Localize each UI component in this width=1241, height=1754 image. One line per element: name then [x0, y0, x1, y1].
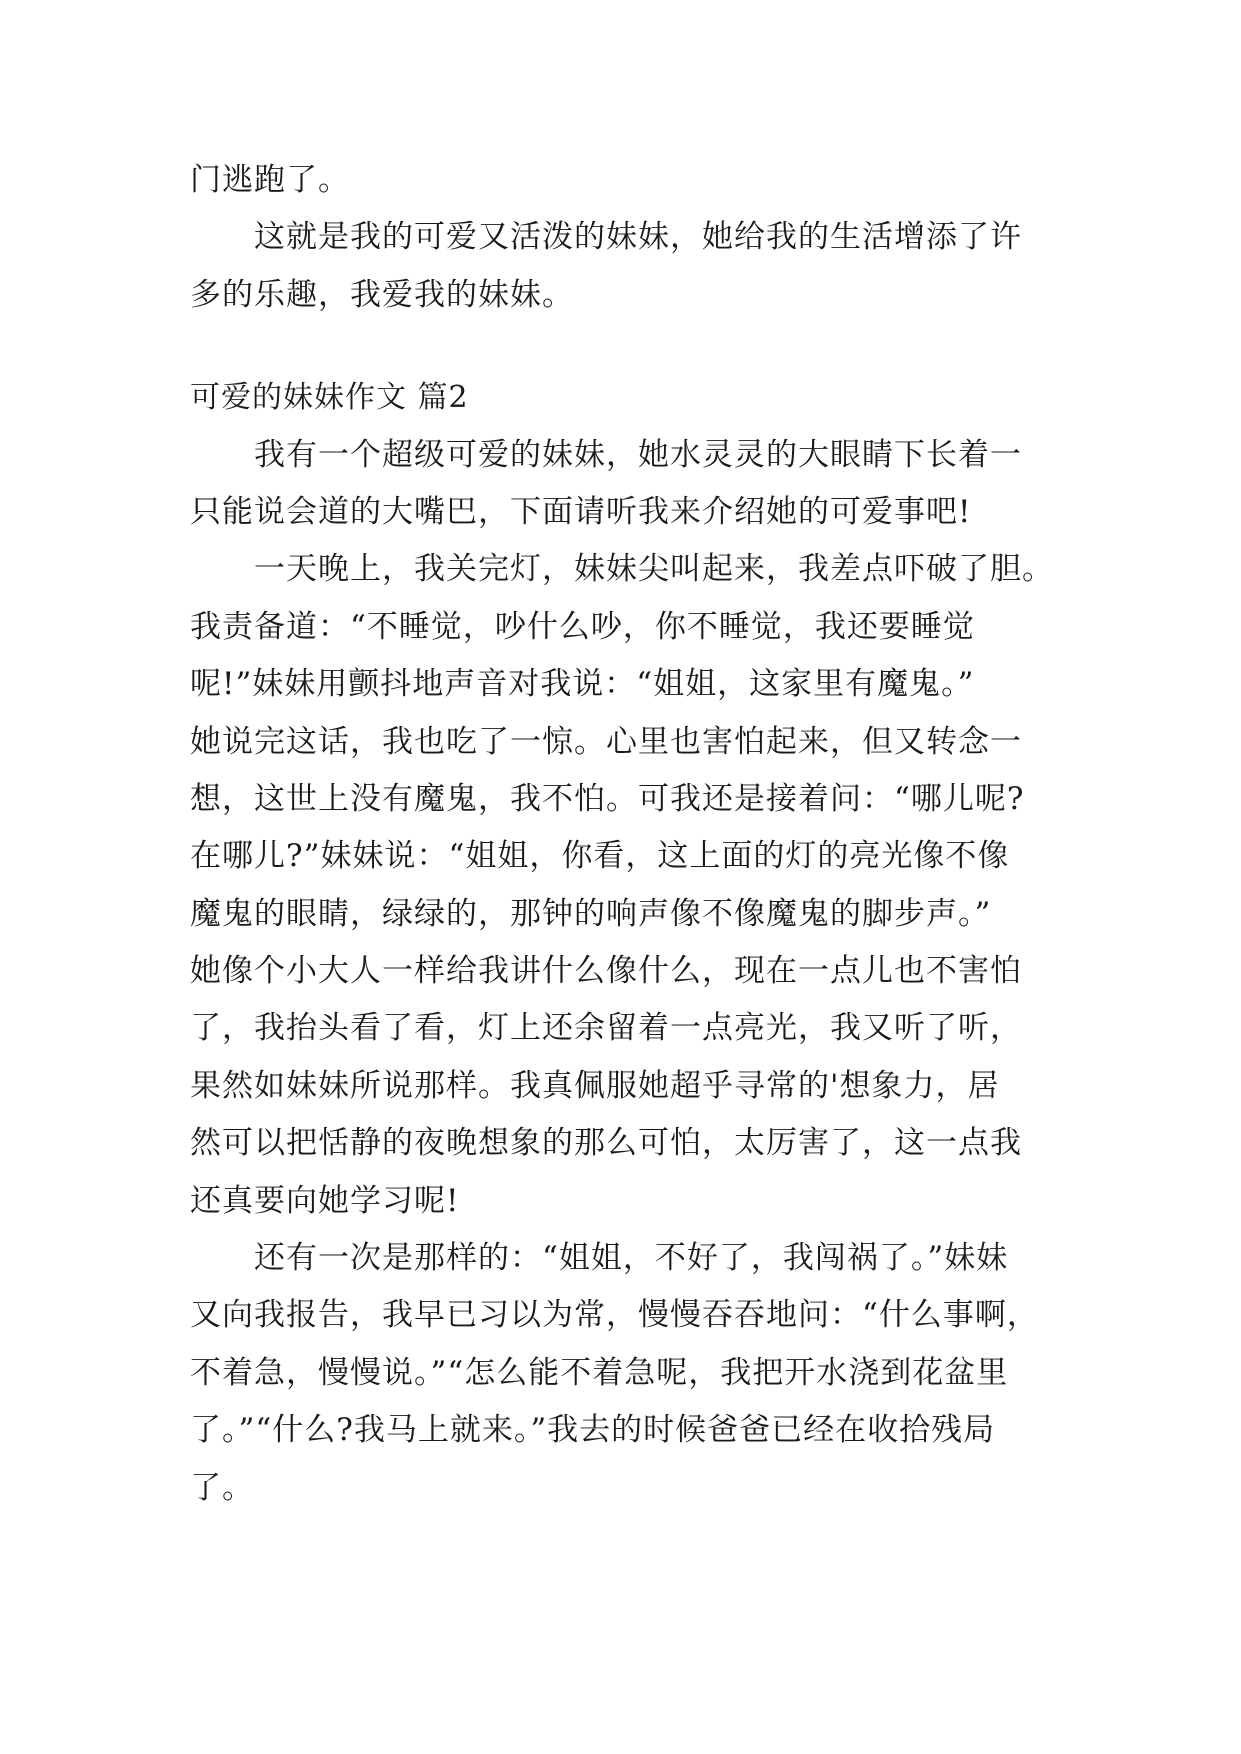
paragraph-tail	[190, 152, 1052, 209]
text-line: 还有一次是那样的：“姐姐，不好了，我闯祸了。”妹妹	[254, 1240, 1009, 1277]
text-column	[190, 152, 1052, 1517]
text-line: 只能说会道的大嘴巴，下面请听我来介绍她的可爱事吧!	[190, 493, 972, 530]
text-line: 了。”“什么?我马上就来。”我去的时候爸爸已经在收拾残局	[190, 1412, 996, 1449]
text-line: 一天晚上，我关完灯，妹妹尖叫起来，我差点吓破了胆。	[254, 551, 1054, 588]
text-line: 果然如妹妹所说那样。我真佩服她超乎寻常的'想象力，居	[190, 1067, 1000, 1104]
text-line: 了。	[190, 1469, 254, 1506]
text-line: 魔鬼的眼睛，绿绿的，那钟的响声像不像魔鬼的脚步声。”	[190, 895, 992, 932]
paragraph-2	[190, 541, 1052, 1230]
text-line: 还真要向她学习呢!	[190, 1182, 460, 1219]
text-line: 想，这世上没有魔鬼，我不怕。可我还是接着问：“哪儿呢?	[190, 780, 1025, 817]
paragraph-summary	[190, 209, 1052, 324]
text-line: 然可以把恬静的夜晚想象的那么可怕，太厉害了，这一点我	[190, 1125, 1022, 1162]
paragraph-3	[190, 1230, 1052, 1517]
text-line: 了，我抬头看了看，灯上还余留着一点亮光，我又听了听，	[190, 1010, 1022, 1047]
text-line: 她像个小大人一样给我讲什么像什么，现在一点儿也不害怕	[190, 953, 1022, 990]
text-line: 门逃跑了。	[190, 162, 350, 198]
text-line: 又向我报告，我早已习以为常，慢慢吞吞地问：“什么事啊，	[190, 1297, 1039, 1334]
text-line: 多的乐趣，我爱我的妹妹。	[190, 276, 574, 313]
text-line: 我有一个超级可爱的妹妹，她水灵灵的大眼睛下长着一	[254, 436, 1022, 473]
text-line: 呢!”妹妹用颤抖地声音对我说：“姐姐，这家里有魔鬼。”	[190, 666, 975, 703]
text-line: 不着急，慢慢说。”“怎么能不着急呢，我把开水浇到花盆里	[190, 1354, 1009, 1391]
text-line: 我责备道：“不睡觉，吵什么吵，你不睡觉，我还要睡觉	[190, 608, 975, 645]
section-heading: 可爱的妹妹作文 篇2	[190, 380, 469, 416]
paragraph-1	[190, 427, 1052, 542]
section-spacer	[190, 324, 1052, 369]
text-line: 在哪儿?”妹妹说：“姐姐，你看，这上面的灯的亮光像不像	[190, 838, 1010, 875]
text-line: 这就是我的可爱又活泼的妹妹，她给我的生活增添了许	[254, 219, 1022, 256]
text-line: 她说完这话，我也吃了一惊。心里也害怕起来，但又转念一	[190, 723, 1022, 760]
